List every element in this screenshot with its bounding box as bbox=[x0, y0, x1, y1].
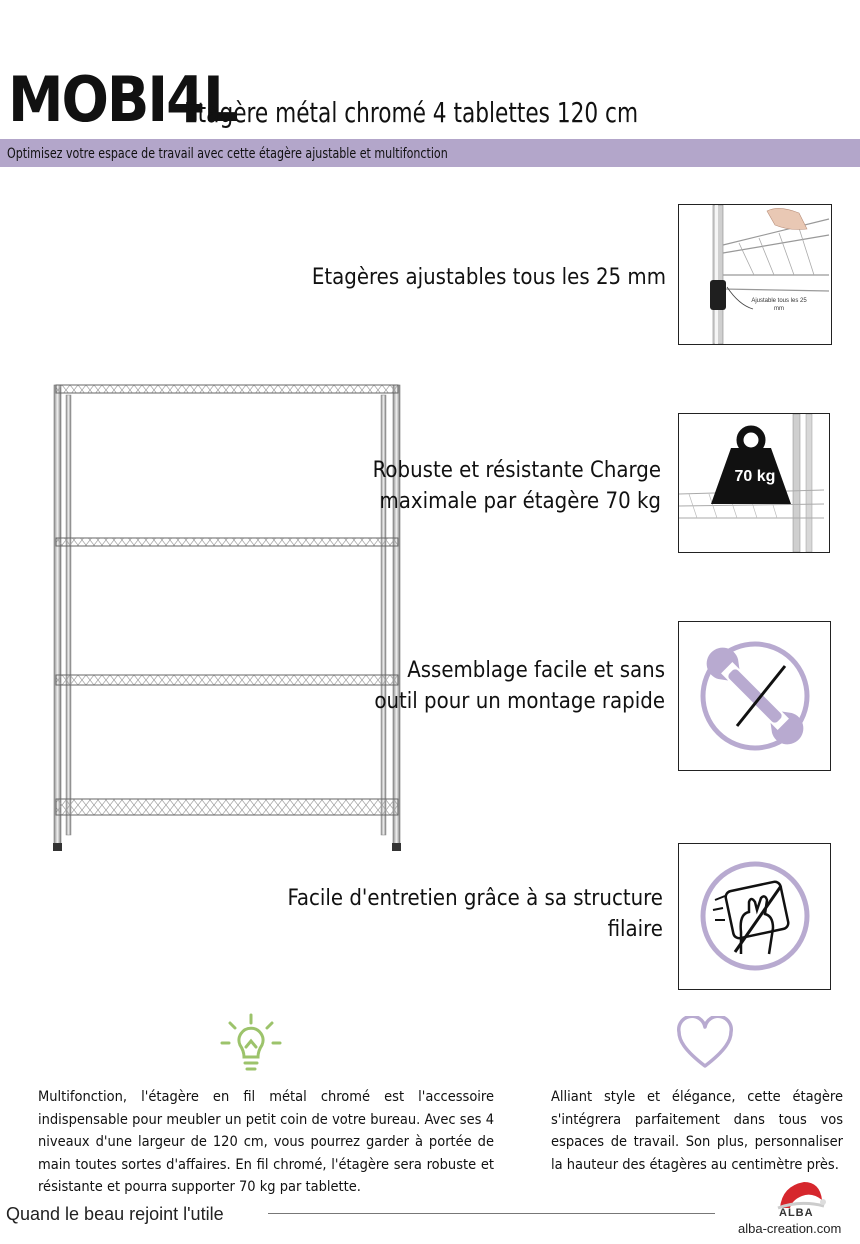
footer-tagline: Quand le beau rejoint l'utile bbox=[6, 1204, 224, 1224]
feature-maintenance-text: Facile d'entretien grâce à sa structure filaire bbox=[287, 886, 663, 942]
feature-assembly-image bbox=[678, 621, 831, 771]
feature-adjustable-text: Etagères ajustables tous les 25 mm bbox=[311, 265, 666, 290]
shelf-levels bbox=[56, 385, 398, 815]
product-reference: MOBI4L bbox=[8, 63, 237, 136]
feature-load-text: Robuste et résistante Charge maximale par étagère 70 kg bbox=[372, 458, 661, 514]
adjustable-caption: Ajustable tous les 25 mm bbox=[751, 298, 807, 312]
load-badge: 70 kg bbox=[734, 468, 776, 485]
website-link[interactable]: alba-creation.com bbox=[738, 1221, 842, 1236]
feature-adjustable-image bbox=[678, 204, 832, 345]
feature-assembly-text: Assemblage facile et sans outil pour un montage rapide bbox=[374, 658, 665, 714]
description-style: Alliant style et élégance, cette étagère s'intégrera parfaitement dans tous vos espaces de travail. Son plus, personnaliser la hauteur des étagères au centimètre près. bbox=[551, 1089, 843, 1173]
alba-logo-text: ALBA bbox=[779, 1207, 814, 1219]
heart-icon bbox=[676, 1016, 734, 1070]
shelf-product-image bbox=[38, 355, 428, 865]
feature-maintenance-image bbox=[678, 843, 831, 990]
no-tool-icon bbox=[679, 622, 830, 770]
subtitle-text: Optimisez votre espace de travail avec cette étagère ajustable et multifonction bbox=[7, 146, 448, 162]
footer-divider bbox=[268, 1213, 715, 1214]
feature-load-image bbox=[678, 413, 830, 553]
lightbulb-icon bbox=[218, 1011, 284, 1077]
easy-clean-icon bbox=[679, 844, 830, 989]
adjustable-shelf-photo-icon bbox=[679, 205, 831, 344]
product-title: Etagère métal chromé 4 tablettes 120 cm bbox=[184, 96, 639, 129]
description-multifunction: Multifonction, l'étagère en fil métal chromé est l'accessoire indispensable pour meubler un petit coin de votre bureau. Avec ses 4 niveaux d'une largeur de 120 cm, vous pourrez garder à portée de main toutes sortes d'affaires. En fil chromé, l'étagère sera robuste et résistante et pourra supporter 70 kg par tablette. bbox=[38, 1089, 494, 1195]
